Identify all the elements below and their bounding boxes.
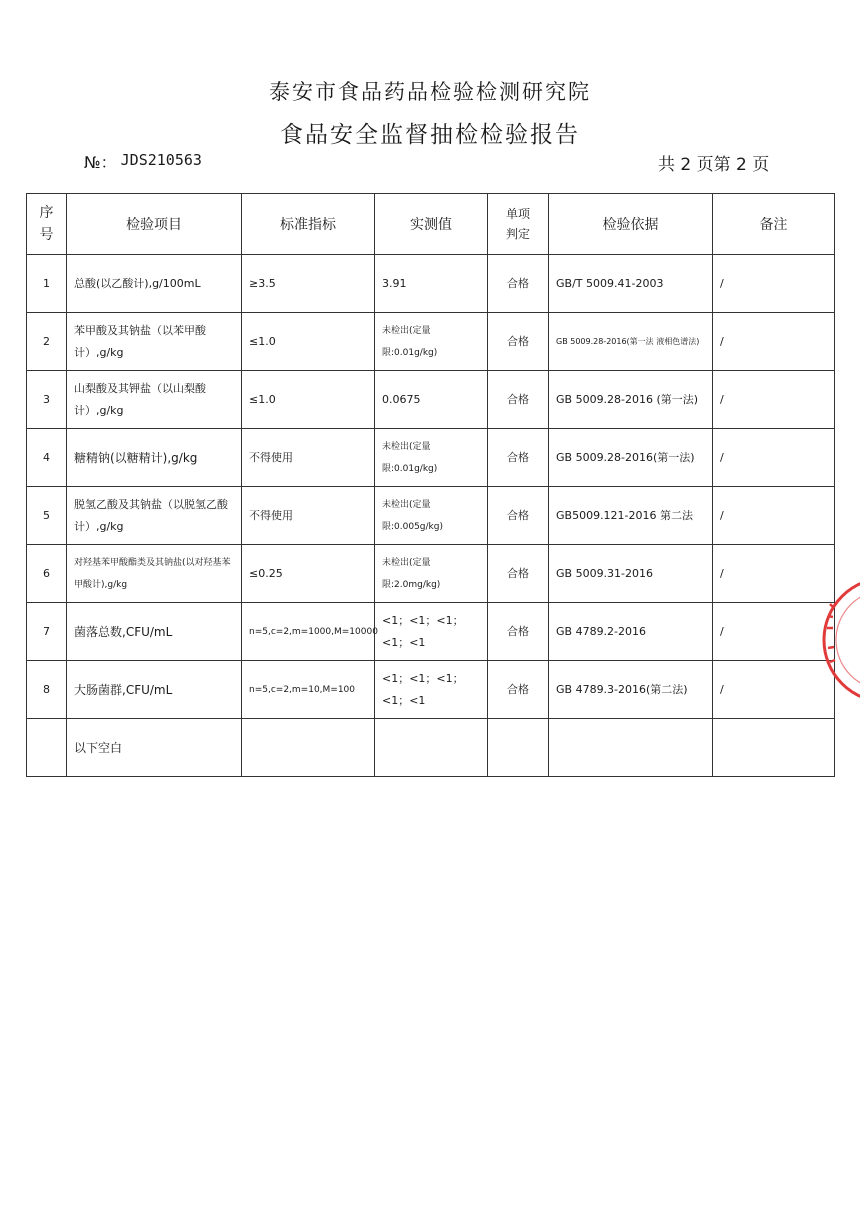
- cell-judge: 合格: [488, 487, 549, 545]
- seal-inner-ring: [836, 590, 860, 690]
- cell-measured: 未检出(定量限:0.01g/kg): [375, 429, 488, 487]
- cell-standard: n=5,c=2,m=1000,M=10000: [242, 603, 375, 661]
- blank-note: 以下空白: [67, 719, 242, 777]
- cell-judge: 合格: [488, 545, 549, 603]
- cell-measured: <1；<1；<1；<1；<1: [375, 661, 488, 719]
- cell-seq: 7: [27, 603, 67, 661]
- table-row-blank: [27, 719, 835, 777]
- cell-judge: 合格: [488, 313, 549, 371]
- cell-basis: [549, 719, 713, 777]
- header-note: 备注: [713, 194, 835, 255]
- official-seal-stamp: [808, 570, 860, 710]
- report-number: [84, 150, 202, 173]
- table-row: [27, 313, 835, 371]
- cell-item: 菌落总数,CFU/mL: [67, 603, 242, 661]
- cell-standard: 不得使用: [242, 429, 375, 487]
- cell-item: 苯甲酸及其钠盐（以苯甲酸计）,g/kg: [67, 313, 242, 371]
- cell-seq: 1: [27, 255, 67, 313]
- header-basis: 检验依据: [549, 194, 713, 255]
- cell-seq: 5: [27, 487, 67, 545]
- cell-item: 脱氢乙酸及其钠盐（以脱氢乙酸计）,g/kg: [67, 487, 242, 545]
- header-item: 检验项目: [67, 194, 242, 255]
- header-standard: 标准指标: [242, 194, 375, 255]
- cell-basis: GB 5009.31-2016: [549, 545, 713, 603]
- header-judge: 单项 判定: [488, 194, 549, 255]
- cell-item: 总酸(以乙酸计),g/100mL: [67, 255, 242, 313]
- report-title: 食品安全监督抽检检验报告: [280, 122, 580, 148]
- cell-measured: 0.0675: [375, 371, 488, 429]
- cell-item: 大肠菌群,CFU/mL: [67, 661, 242, 719]
- cell-standard: ≤1.0: [242, 371, 375, 429]
- cell-judge: 合格: [488, 661, 549, 719]
- institute-name: 泰安市食品药品检验检测研究院: [269, 80, 591, 104]
- cell-measured: <1；<1；<1；<1；<1: [375, 603, 488, 661]
- cell-standard: ≤1.0: [242, 313, 375, 371]
- cell-judge: [488, 719, 549, 777]
- cell-standard: ≤0.25: [242, 545, 375, 603]
- cell-measured: 未检出(定量限:2.0mg/kg): [375, 545, 488, 603]
- cell-note: /: [713, 255, 835, 313]
- table-row: [27, 661, 835, 719]
- cell-judge: 合格: [488, 255, 549, 313]
- cell-measured: 未检出(定量限:0.005g/kg): [375, 487, 488, 545]
- table-row: [27, 429, 835, 487]
- cell-note: /: [713, 545, 835, 603]
- cell-standard: ≥3.5: [242, 255, 375, 313]
- cell-note: /: [713, 313, 835, 371]
- table-row: [27, 255, 835, 313]
- cell-item: 对羟基苯甲酸酯类及其钠盐(以对羟基苯甲酸计),g/kg: [67, 545, 242, 603]
- report-number-label: №：: [84, 153, 117, 172]
- cell-judge: 合格: [488, 371, 549, 429]
- table-row: [27, 371, 835, 429]
- cell-note: /: [713, 371, 835, 429]
- cell-measured: 3.91: [375, 255, 488, 313]
- cell-basis: GB 4789.3-2016(第二法): [549, 661, 713, 719]
- cell-seq: [27, 719, 67, 777]
- cell-note: /: [713, 429, 835, 487]
- cell-item: 糖精钠(以糖精计),g/kg: [67, 429, 242, 487]
- table-header-row: [27, 194, 835, 255]
- cell-basis: GB/T 5009.41-2003: [549, 255, 713, 313]
- table-row: [27, 603, 835, 661]
- cell-note: [713, 719, 835, 777]
- report-number-code: JDS210563: [120, 151, 202, 169]
- cell-basis: GB 5009.28-2016 (第一法): [549, 371, 713, 429]
- cell-seq: 6: [27, 545, 67, 603]
- cell-standard: 不得使用: [242, 487, 375, 545]
- cell-basis: GB5009.121-2016 第二法: [549, 487, 713, 545]
- cell-standard: n=5,c=2,m=10,M=100: [242, 661, 375, 719]
- cell-seq: 3: [27, 371, 67, 429]
- cell-note: /: [713, 661, 835, 719]
- cell-seq: 8: [27, 661, 67, 719]
- header-measured: 实测值: [375, 194, 488, 255]
- cell-measured: 未检出(定量限:0.01g/kg): [375, 313, 488, 371]
- header-seq: 序 号: [27, 194, 67, 255]
- cell-judge: 合格: [488, 429, 549, 487]
- cell-basis: GB 5009.28-2016(第一法 液相色谱法): [549, 313, 713, 371]
- cell-item: 山梨酸及其钾盐（以山梨酸计）,g/kg: [67, 371, 242, 429]
- cell-note: /: [713, 487, 835, 545]
- cell-measured: [375, 719, 488, 777]
- cell-note: /: [713, 603, 835, 661]
- cell-seq: 4: [27, 429, 67, 487]
- cell-basis: GB 4789.2-2016: [549, 603, 713, 661]
- cell-standard: [242, 719, 375, 777]
- page-indicator: 共 2 页第 2 页: [658, 155, 770, 175]
- seal-ring: [824, 578, 860, 702]
- cell-seq: 2: [27, 313, 67, 371]
- inspection-table: [26, 193, 835, 777]
- table-row: [27, 487, 835, 545]
- cell-judge: 合格: [488, 603, 549, 661]
- cell-basis: GB 5009.28-2016(第一法): [549, 429, 713, 487]
- table-row: [27, 545, 835, 603]
